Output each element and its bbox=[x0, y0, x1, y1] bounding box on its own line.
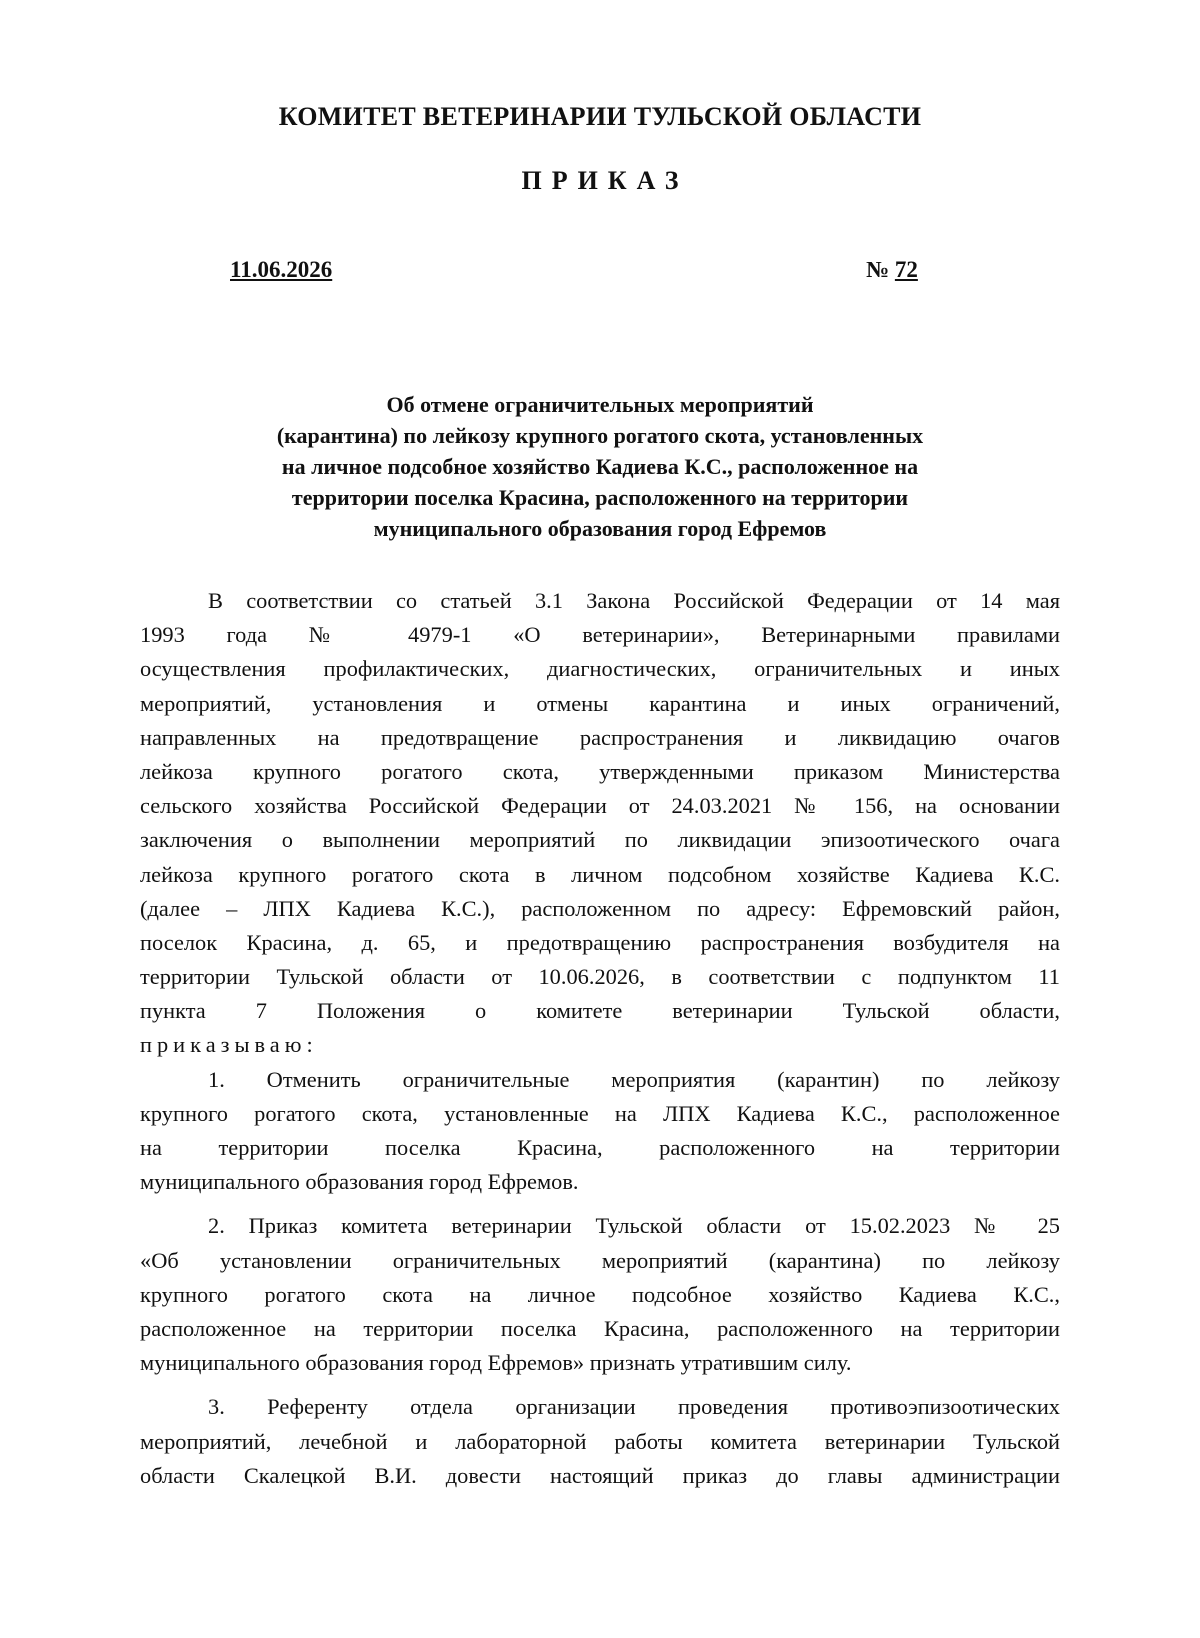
order-number bbox=[866, 257, 926, 283]
item-2-line: 2. Приказ комитета ветеринарии Тульской области от 15.02.2023 № 25 bbox=[208, 1213, 1060, 1239]
item-2-line: «Об установлении ограничительных мероприятий (карантина) по лейкозу bbox=[140, 1247, 1060, 1273]
order-title bbox=[140, 389, 1060, 544]
title-line: Об отмене ограничительных мероприятий bbox=[386, 392, 814, 417]
item-2-line: муниципального образования город Ефремов» признать утратившим силу. bbox=[140, 1350, 852, 1376]
order-word: приказываю: bbox=[140, 1032, 318, 1058]
organization-name: КОМИТЕТ ВЕТЕРИНАРИИ ТУЛЬСКОЙ ОБЛАСТИ bbox=[278, 102, 922, 131]
title-line: на личное подсобное хозяйство Кадиева К.С., расположенное на bbox=[281, 454, 919, 479]
title-line: территории поселка Красина, расположенного на территории bbox=[291, 485, 909, 510]
preamble-line: лейкоза крупного рогатого скота в личном подсобном хозяйстве Кадиева К.С. bbox=[140, 861, 1060, 887]
item-3-line: мероприятий, лечебной и лабораторной работы комитета ветеринарии Тульской bbox=[140, 1428, 1060, 1454]
item-2-line: расположенное на территории поселка Красина, расположенного на территории bbox=[140, 1315, 1060, 1341]
item-1-line: на территории поселка Красина, расположенного на территории bbox=[140, 1135, 1060, 1160]
preamble-line: пункта 7 Положения о комитете ветеринарии Тульской области, bbox=[140, 998, 1060, 1024]
item-3-line: 3. Референту отдела организации проведения противоэпизоотических bbox=[208, 1394, 1060, 1420]
preamble-line: (далее – ЛПХ Кадиева К.С.), расположенном по адресу: Ефремовский район, bbox=[140, 895, 1060, 921]
preamble-line: мероприятий, установления и отмены карантина и иных ограничений, bbox=[140, 690, 1060, 716]
item-1-line: 1. Отменить ограничительные мероприятия (карантин) по лейкозу bbox=[208, 1066, 1060, 1092]
preamble-line: сельского хозяйства Российской Федерации от 24.03.2021 № 156, на основании bbox=[140, 793, 1060, 819]
preamble-line: поселок Красина, д. 65, и предотвращению распространения возбудителя на bbox=[140, 929, 1060, 955]
title-line: муниципального образования город Ефремов bbox=[373, 516, 827, 541]
number-value: 72 bbox=[894, 257, 918, 282]
title-line: (карантина) по лейкозу крупного рогатого скота, установленных bbox=[276, 423, 924, 448]
item-1-line: муниципального образования город Ефремов. bbox=[140, 1169, 579, 1195]
document-type: ПРИКАЗ bbox=[521, 166, 689, 195]
preamble-line: осуществления профилактических, диагностических, ограничительных и иных bbox=[140, 656, 1060, 682]
preamble-line: заключения о выполнении мероприятий по ликвидации эпизоотического очага bbox=[140, 827, 1060, 853]
preamble-line: 1993 года № 4979-1 «О ветеринарии», Ветеринарными правилами bbox=[140, 622, 1060, 648]
preamble-line: территории Тульской области от 10.06.2026, в соответствии с подпунктом 11 bbox=[140, 964, 1060, 990]
item-1-line: крупного рогатого скота, установленные на ЛПХ Кадиева К.С., расположенное bbox=[140, 1100, 1060, 1126]
preamble-line: лейкоза крупного рогатого скота, утвержденными приказом Министерства bbox=[140, 758, 1060, 784]
number-prefix: № bbox=[866, 257, 890, 282]
order-body bbox=[140, 584, 1060, 1493]
order-date: 11.06.2026 bbox=[230, 257, 333, 282]
preamble-line: направленных на предотвращение распространения и ликвидацию очагов bbox=[140, 724, 1060, 750]
item-3-line: области Скалецкой В.И. довести настоящий приказ до главы администрации bbox=[140, 1462, 1060, 1488]
item-2-line: крупного рогатого скота на личное подсобное хозяйство Кадиева К.С., bbox=[140, 1281, 1060, 1307]
paragraph-gap bbox=[140, 1199, 1060, 1209]
paragraph-gap bbox=[140, 1380, 1060, 1390]
preamble-line: В соответствии со статьей 3.1 Закона Российской Федерации от 14 мая bbox=[208, 588, 1060, 613]
